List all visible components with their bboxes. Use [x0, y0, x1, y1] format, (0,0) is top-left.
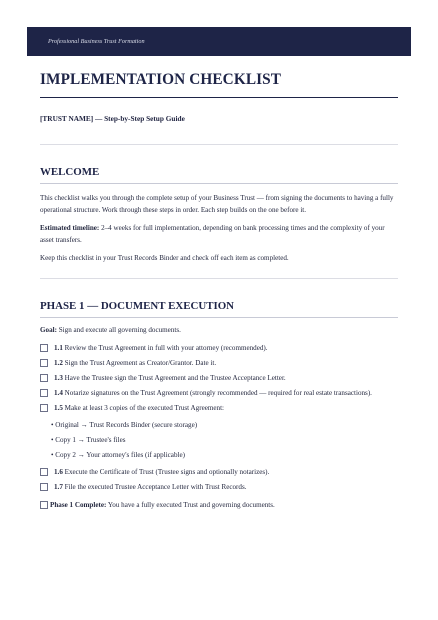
- goal-label: Goal:: [40, 326, 57, 335]
- checkbox[interactable]: [40, 501, 48, 509]
- complete-text: You have a fully executed Trust and governing documents.: [106, 501, 275, 510]
- checklist-item[interactable]: [40, 402, 398, 414]
- item-number: 1.1: [54, 344, 63, 353]
- item-number: 1.3: [54, 374, 63, 383]
- header-bar: [27, 27, 411, 56]
- complete-label: Phase 1 Complete:: [50, 501, 107, 510]
- page-title: IMPLEMENTATION CHECKLIST: [40, 71, 282, 88]
- welcome-paragraph: This checklist walks you through the complete setup of your Business Trust — from signing the documents to having a fully operational structure. Work through these steps in order. Each step builds on the one before it.: [40, 194, 394, 215]
- welcome-heading: WELCOME: [40, 166, 100, 179]
- timeline-paragraph: [40, 222, 398, 246]
- item-text: Execute the Certificate of Trust (Trustee signs and optionally notarizes).: [62, 468, 270, 477]
- list-item: • Copy 2 → Your attorney's files (if applicable): [51, 451, 185, 460]
- item-text: Make at least 3 copies of the executed Trust Agreement:: [62, 404, 225, 413]
- checklist-group-2: [40, 466, 398, 493]
- checklist-item[interactable]: [40, 372, 398, 384]
- brand-text: Professional Business Trust Formation: [48, 38, 145, 45]
- item-number: 1.4: [54, 389, 63, 398]
- title-divider: [40, 97, 398, 98]
- phase1-goal: [40, 324, 398, 336]
- phase1-complete-item[interactable]: [40, 499, 398, 511]
- timeline-text: 2–4 weeks for full implementation, depending on bank processing times and the complexity of your asset transfers.: [40, 224, 385, 245]
- section-divider: [40, 278, 398, 279]
- checklist-item[interactable]: [40, 481, 398, 493]
- binder-note: Keep this checklist in your Trust Records Binder and check off each item as completed.: [40, 254, 289, 263]
- item-number: 1.6: [54, 468, 63, 477]
- item-number: 1.2: [54, 359, 63, 368]
- checklist-group-1: [40, 342, 398, 414]
- list-item: • Original → Trust Records Binder (secure storage): [51, 421, 198, 430]
- item-text: Notarize signatures on the Trust Agreement (strongly recommended — required for real estate transactions).: [62, 389, 372, 398]
- checkbox[interactable]: [40, 389, 48, 397]
- list-item: • Copy 1 → Trustee's files: [51, 436, 126, 445]
- welcome-heading-rule: [40, 183, 398, 184]
- checklist-item[interactable]: [40, 342, 398, 354]
- page-subtitle: [TRUST NAME] — Step-by-Step Setup Guide: [40, 114, 185, 124]
- checkbox[interactable]: [40, 404, 48, 412]
- item-text: File the executed Trustee Acceptance Letter with Trust Records.: [62, 483, 247, 492]
- checkbox[interactable]: [40, 344, 48, 352]
- checklist-item[interactable]: [40, 466, 398, 478]
- checkbox[interactable]: [40, 359, 48, 367]
- section-divider: [40, 144, 398, 145]
- copies-list: [40, 419, 398, 461]
- item-text: Review the Trust Agreement in full with your attorney (recommended).: [62, 344, 268, 353]
- checklist-item[interactable]: [40, 387, 398, 399]
- item-text: Have the Trustee sign the Trust Agreement and the Trustee Acceptance Letter.: [62, 374, 286, 383]
- checklist-item[interactable]: [40, 357, 398, 369]
- item-number: 1.7: [54, 483, 63, 492]
- document-body: [40, 70, 398, 511]
- phase1-heading-rule: [40, 317, 398, 318]
- checkbox[interactable]: [40, 374, 48, 382]
- timeline-label: Estimated timeline:: [40, 224, 100, 233]
- goal-text: Sign and execute all governing documents.: [56, 326, 181, 335]
- phase1-heading: PHASE 1 — DOCUMENT EXECUTION: [40, 300, 235, 313]
- item-text: Sign the Trust Agreement as Creator/Grantor. Date it.: [62, 359, 217, 368]
- checkbox[interactable]: [40, 468, 48, 476]
- item-number: 1.5: [54, 404, 63, 413]
- checkbox[interactable]: [40, 483, 48, 491]
